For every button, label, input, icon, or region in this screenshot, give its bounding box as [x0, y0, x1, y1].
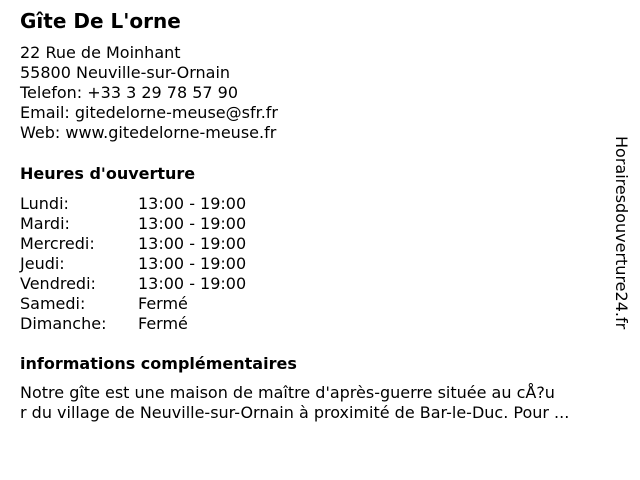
hours-heading: Heures d'ouverture — [20, 164, 196, 183]
phone-line: Telefon: +33 3 29 78 57 90 — [20, 83, 239, 102]
hours-row-thursday — [20, 254, 246, 274]
business-name: Gîte De L'orne — [20, 9, 181, 33]
hours-row-wednesday — [20, 234, 246, 254]
time-value: 13:00 - 19:00 — [138, 214, 247, 233]
time-value: Fermé — [138, 294, 188, 313]
day-label: Vendredi: — [20, 274, 96, 293]
day-label: Lundi: — [20, 194, 69, 213]
info-description — [20, 383, 630, 423]
day-label: Samedi: — [20, 294, 86, 313]
day-label: Mercredi: — [20, 234, 95, 253]
time-value: 13:00 - 19:00 — [138, 194, 247, 213]
opening-hours-table — [20, 194, 246, 334]
street-address: 22 Rue de Moinhant — [20, 43, 181, 62]
hours-row-tuesday — [20, 214, 246, 234]
address-block — [20, 43, 278, 143]
hours-row-friday — [20, 274, 246, 294]
day-label: Jeudi: — [20, 254, 65, 273]
time-value: Fermé — [138, 314, 188, 333]
time-value: 13:00 - 19:00 — [138, 234, 247, 253]
info-line: r du village de Neuville-sur-Ornain à proximité de Bar-le-Duc. Pour ... — [20, 403, 570, 422]
day-label: Mardi: — [20, 214, 70, 233]
site-watermark: Horairesdouverture24.fr — [612, 136, 631, 330]
info-line: Notre gîte est une maison de maître d'après-guerre située au cÅ?u — [20, 383, 555, 402]
email-line: Email: gitedelorne-meuse@sfr.fr — [20, 103, 278, 122]
time-value: 13:00 - 19:00 — [138, 254, 247, 273]
time-value: 13:00 - 19:00 — [138, 274, 247, 293]
hours-row-sunday — [20, 314, 246, 334]
hours-row-saturday — [20, 294, 246, 314]
hours-row-monday — [20, 194, 246, 214]
day-label: Dimanche: — [20, 314, 107, 333]
web-line: Web: www.gitedelorne-meuse.fr — [20, 123, 277, 142]
city-postal: 55800 Neuville-sur-Ornain — [20, 63, 231, 82]
info-heading: informations complémentaires — [20, 354, 297, 373]
